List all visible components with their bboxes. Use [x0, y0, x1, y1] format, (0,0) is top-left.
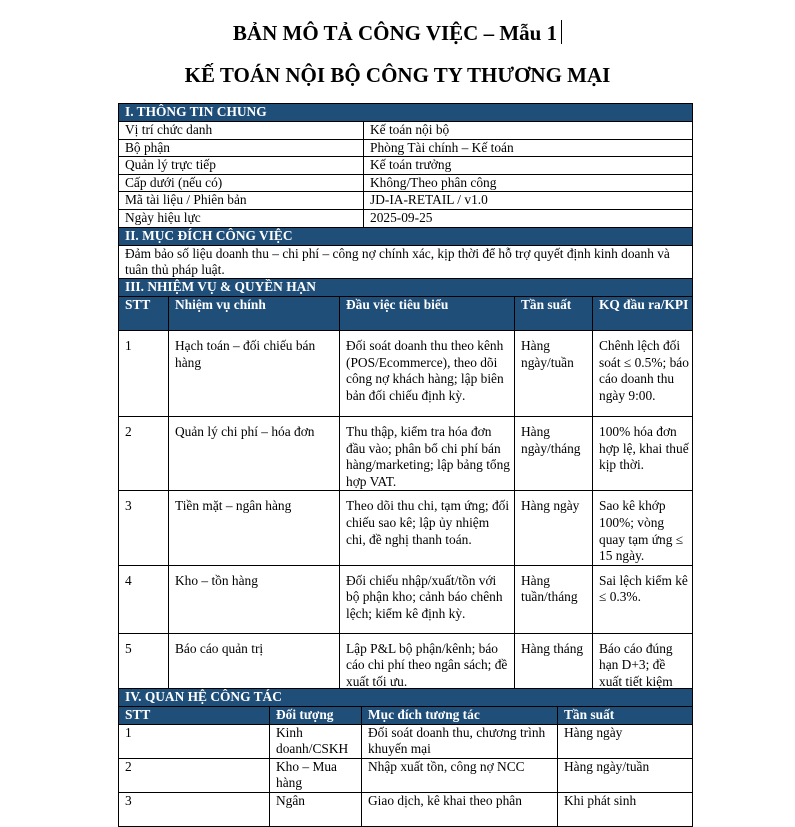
relation-party: Kho – Mua hàng: [270, 758, 362, 792]
duty-detail: Đối soát doanh thu theo kênh (POS/Ecommerce), theo dõi công nợ khách hàng; lập biên bản đối chiếu định kỳ.: [340, 331, 515, 417]
info-label: Vị trí chức danh: [119, 122, 364, 140]
duty-task: Hạch toán – đối chiếu bán hàng: [169, 331, 340, 417]
table-row: [119, 792, 693, 826]
info-label: Quản lý trực tiếp: [119, 157, 364, 175]
duty-frequency: Hàng tuần/tháng: [515, 565, 593, 633]
table-row: [119, 174, 693, 192]
duty-stt: 1: [119, 331, 169, 417]
general-info-table: [118, 103, 693, 280]
table-row: [119, 192, 693, 210]
duty-kpi: Sai lệch kiểm kê ≤ 0.3%.: [593, 565, 693, 633]
table-row: [119, 122, 693, 140]
info-value: Phòng Tài chính – Kế toán: [364, 139, 693, 157]
document-title: [0, 20, 795, 46]
purpose-text: Đảm bảo số liệu doanh thu – chi phí – công nợ chính xác, kịp thời để hỗ trợ quyết định kinh doanh và tuân thủ pháp luật.: [119, 245, 693, 279]
section-3-heading: III. NHIỆM VỤ & QUYỀN HẠN: [119, 279, 693, 297]
duty-frequency: Hàng ngày: [515, 491, 593, 565]
column-header: STT: [119, 297, 169, 331]
duty-frequency: Hàng tháng: [515, 633, 593, 707]
duty-detail: Đối chiếu nhập/xuất/tồn với bộ phận kho; cảnh báo chênh lệch; kiểm kê định kỳ.: [340, 565, 515, 633]
relation-stt: 2: [119, 758, 270, 792]
column-header: KQ đầu ra/KPI: [593, 297, 693, 331]
section-3-heading-row: [119, 279, 693, 297]
duty-kpi: 100% hóa đơn hợp lệ, khai thuế kịp thời.: [593, 417, 693, 491]
table-row: [119, 724, 693, 758]
column-header: Mục đích tương tác: [362, 707, 558, 725]
table-row: [119, 209, 693, 227]
section-4-heading-row: [119, 689, 693, 707]
table-row: [119, 758, 693, 792]
table-row: [119, 417, 693, 491]
info-label: Cấp dưới (nếu có): [119, 174, 364, 192]
table-row: [119, 565, 693, 633]
section-1-heading-row: [119, 104, 693, 122]
duty-detail: Thu thập, kiểm tra hóa đơn đầu vào; phân bổ chi phí bán hàng/marketing; lập bảng tổng hợp VAT.: [340, 417, 515, 491]
relation-purpose: Nhập xuất tồn, công nợ NCC: [362, 758, 558, 792]
column-header: STT: [119, 707, 270, 725]
duties-header-row: [119, 297, 693, 331]
relation-party: Ngân: [270, 792, 362, 826]
relation-frequency: Hàng ngày: [558, 724, 693, 758]
duty-task: Tiền mặt – ngân hàng: [169, 491, 340, 565]
duty-detail: Theo dõi thu chi, tạm ứng; đối chiếu sao kê; lập ủy nhiệm chi, đề nghị thanh toán.: [340, 491, 515, 565]
duty-task: Quản lý chi phí – hóa đơn: [169, 417, 340, 491]
duties-table: [118, 278, 693, 708]
info-value: Kế toán nội bộ: [364, 122, 693, 140]
relation-purpose: Giao dịch, kê khai theo phân: [362, 792, 558, 826]
duty-task: Báo cáo quản trị: [169, 633, 340, 707]
column-header: Đối tượng: [270, 707, 362, 725]
relation-frequency: Khi phát sinh: [558, 792, 693, 826]
table-row: [119, 331, 693, 417]
document-title-text: BẢN MÔ TẢ CÔNG VIỆC – Mẫu 1: [232, 21, 558, 45]
relations-table: [118, 688, 693, 827]
table-row: [119, 139, 693, 157]
info-value: Kế toán trưởng: [364, 157, 693, 175]
column-header: Tần suất: [558, 707, 693, 725]
duty-kpi: Chênh lệch đối soát ≤ 0.5%; báo cáo doanh thu ngày 9:00.: [593, 331, 693, 417]
text-cursor: [561, 20, 562, 44]
relation-purpose: Đối soát doanh thu, chương trình khuyến mại: [362, 724, 558, 758]
duty-kpi: Báo cáo đúng hạn D+3; đề xuất tiết kiệm: [593, 633, 693, 707]
duty-stt: 3: [119, 491, 169, 565]
table-row: [119, 245, 693, 279]
section-4-heading: IV. QUAN HỆ CÔNG TÁC: [119, 689, 693, 707]
section-1-heading: I. THÔNG TIN CHUNG: [119, 104, 693, 122]
relation-stt: 3: [119, 792, 270, 826]
relation-party: Kinh doanh/CSKH: [270, 724, 362, 758]
relations-header-row: [119, 707, 693, 725]
relation-frequency: Hàng ngày/tuần: [558, 758, 693, 792]
duty-frequency: Hàng ngày/tháng: [515, 417, 593, 491]
column-header: Tần suất: [515, 297, 593, 331]
duty-stt: 5: [119, 633, 169, 707]
info-value: JD-IA-RETAIL / v1.0: [364, 192, 693, 210]
column-header: Nhiệm vụ chính: [169, 297, 340, 331]
duty-stt: 2: [119, 417, 169, 491]
duty-detail: Lập P&L bộ phận/kênh; báo cáo chi phí theo ngân sách; đề xuất tối ưu.: [340, 633, 515, 707]
info-label: Bộ phận: [119, 139, 364, 157]
duty-task: Kho – tồn hàng: [169, 565, 340, 633]
section-2-heading: II. MỤC ĐÍCH CÔNG VIỆC: [119, 227, 693, 245]
duty-stt: 4: [119, 565, 169, 633]
info-label: Ngày hiệu lực: [119, 209, 364, 227]
section-2-heading-row: [119, 227, 693, 245]
table-row: [119, 157, 693, 175]
info-value: 2025-09-25: [364, 209, 693, 227]
relation-stt: 1: [119, 724, 270, 758]
table-row: [119, 491, 693, 565]
duty-kpi: Sao kê khớp 100%; vòng quay tạm ứng ≤ 15 ngày.: [593, 491, 693, 565]
column-header: Đầu việc tiêu biểu: [340, 297, 515, 331]
duty-frequency: Hàng ngày/tuần: [515, 331, 593, 417]
info-value: Không/Theo phân công: [364, 174, 693, 192]
info-label: Mã tài liệu / Phiên bản: [119, 192, 364, 210]
document-subtitle: KẾ TOÁN NỘI BỘ CÔNG TY THƯƠNG MẠI: [184, 63, 611, 87]
